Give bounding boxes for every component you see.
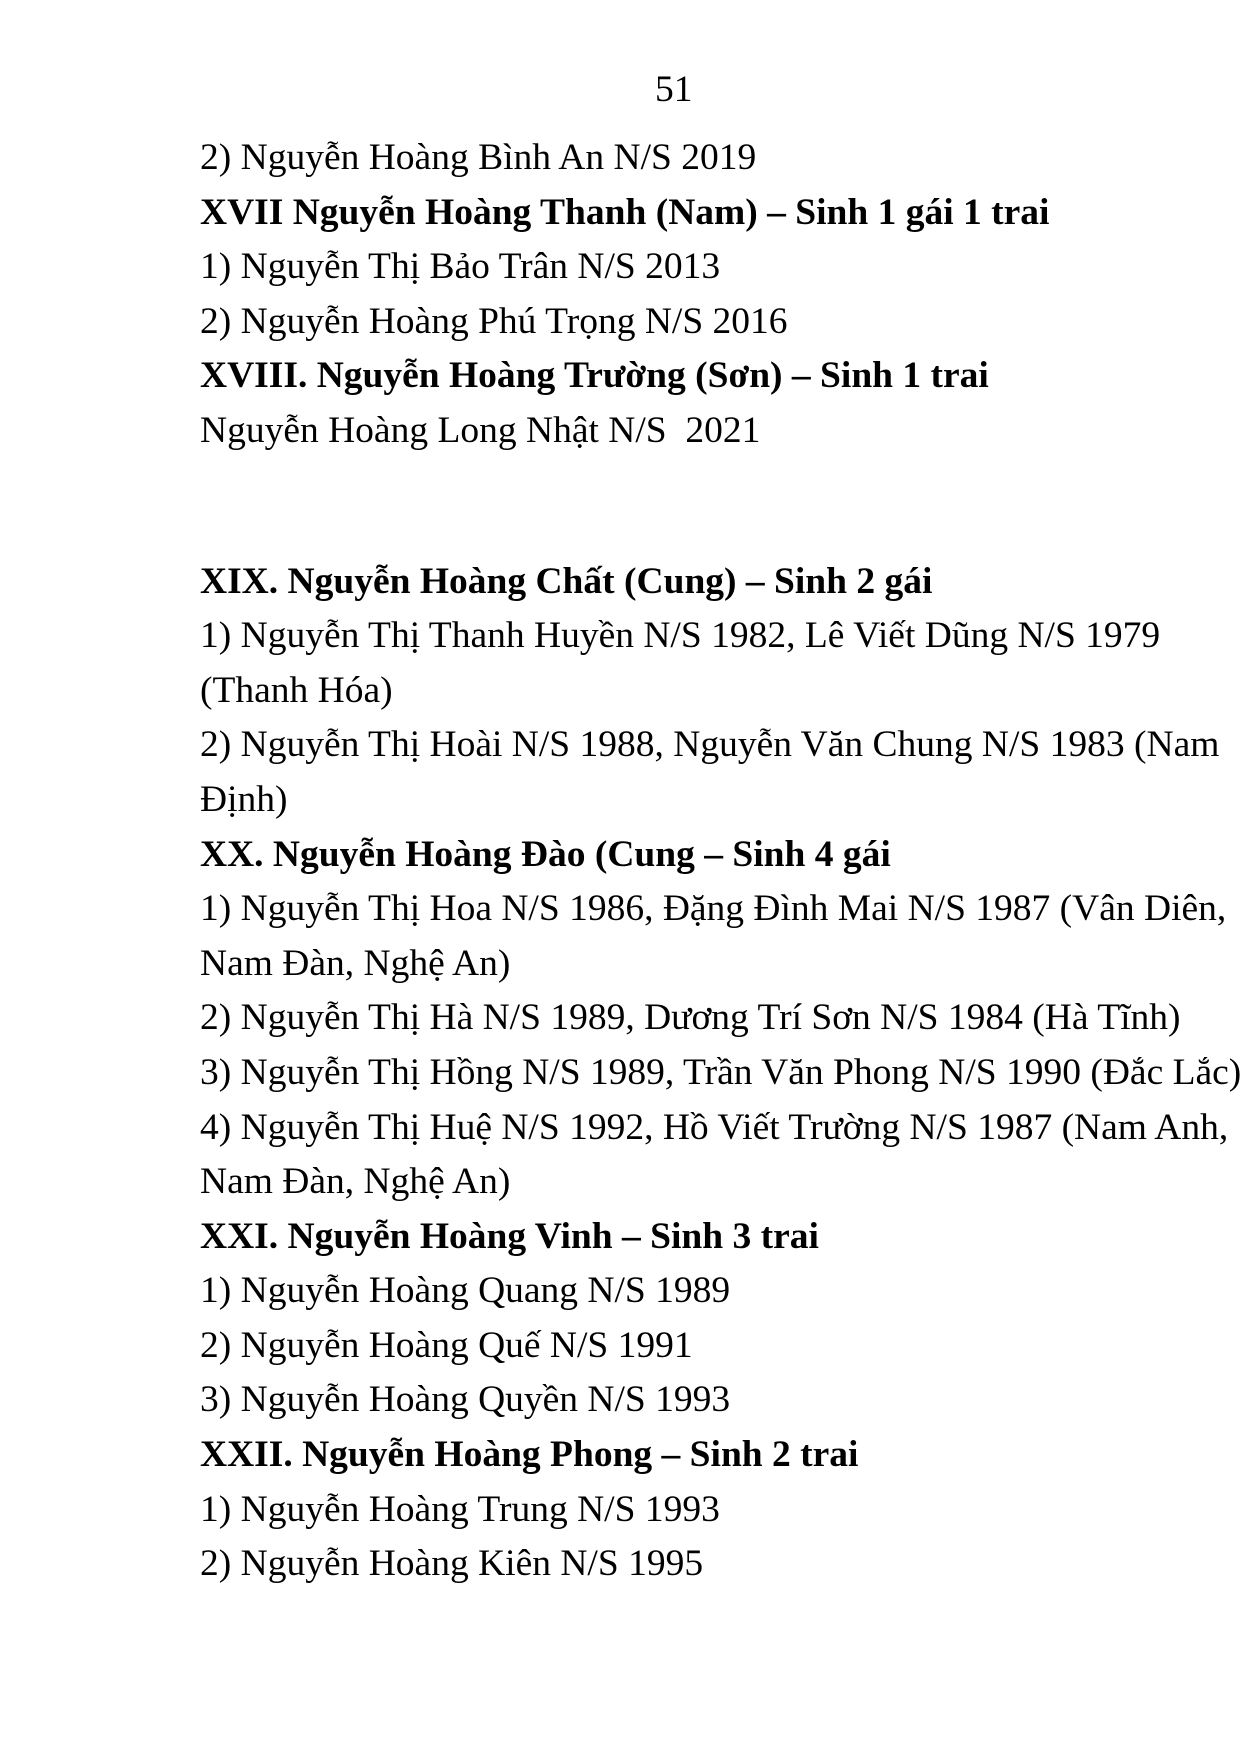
body-text-line: (Thanh Hóa) [200, 669, 393, 711]
body-text-line: 2) Nguyễn Hoàng Bình An N/S 2019 [200, 137, 757, 178]
body-text-line: 1) Nguyễn Hoàng Trung N/S 1993 [200, 1488, 720, 1530]
body-text-line: Định) [200, 778, 288, 820]
body-text-line: 2) Nguyễn Hoàng Phú Trọng N/S 2016 [200, 300, 788, 342]
section-heading-line: XXI. Nguyễn Hoàng Vinh – Sinh 3 trai [200, 1215, 819, 1257]
section-heading-line: XVII Nguyễn Hoàng Thanh (Nam) – Sinh 1 gái 1 trai [200, 191, 1050, 233]
body-text-line: Nam Đàn, Nghệ An) [200, 1161, 511, 1203]
section-heading-line: XX. Nguyễn Hoàng Đào (Cung – Sinh 4 gái [200, 833, 891, 875]
body-text-line: Nam Đàn, Nghệ An) [200, 942, 511, 984]
body-text-line: 2) Nguyễn Thị Hà N/S 1989, Dương Trí Sơn N/S 1984 (Hà Tĩnh) [200, 997, 1181, 1039]
section-heading-line: XVIII. Nguyễn Hoàng Trường (Sơn) – Sinh 1 trai [200, 355, 989, 397]
page-number: 51 [655, 69, 693, 110]
body-text-line: 2) Nguyễn Hoàng Quế N/S 1991 [200, 1324, 693, 1366]
body-text-line: 2) Nguyễn Thị Hoài N/S 1988, Nguyễn Văn Chung N/S 1983 (Nam [200, 724, 1220, 766]
section-heading-line: XXII. Nguyễn Hoàng Phong – Sinh 2 trai [200, 1434, 859, 1476]
body-text-line: 1) Nguyễn Thị Hoa N/S 1986, Đặng Đình Mai N/S 1987 (Vân Diên, [200, 888, 1227, 930]
section-heading-line: XIX. Nguyễn Hoàng Chất (Cung) – Sinh 2 gái [200, 560, 933, 602]
body-text-line: 2) Nguyễn Hoàng Kiên N/S 1995 [200, 1543, 704, 1585]
body-text-line: 3) Nguyễn Thị Hồng N/S 1989, Trần Văn Phong N/S 1990 (Đắc Lắc) [200, 1051, 1241, 1093]
body-text-line: 1) Nguyễn Thị Bảo Trân N/S 2013 [200, 246, 721, 288]
document-body [200, 131, 1241, 1592]
body-text-line: 1) Nguyễn Thị Thanh Huyền N/S 1982, Lê Viết Dũng N/S 1979 [200, 615, 1161, 657]
blank-line [200, 459, 1201, 555]
body-text-line: 1) Nguyễn Hoàng Quang N/S 1989 [200, 1270, 731, 1312]
body-text-line: 3) Nguyễn Hoàng Quyền N/S 1993 [200, 1379, 731, 1421]
body-text-line: Nguyễn Hoàng Long Nhật N/S 2021 [200, 409, 761, 451]
body-text-line: 4) Nguyễn Thị Huệ N/S 1992, Hồ Viết Trường N/S 1987 (Nam Anh, [200, 1106, 1229, 1148]
